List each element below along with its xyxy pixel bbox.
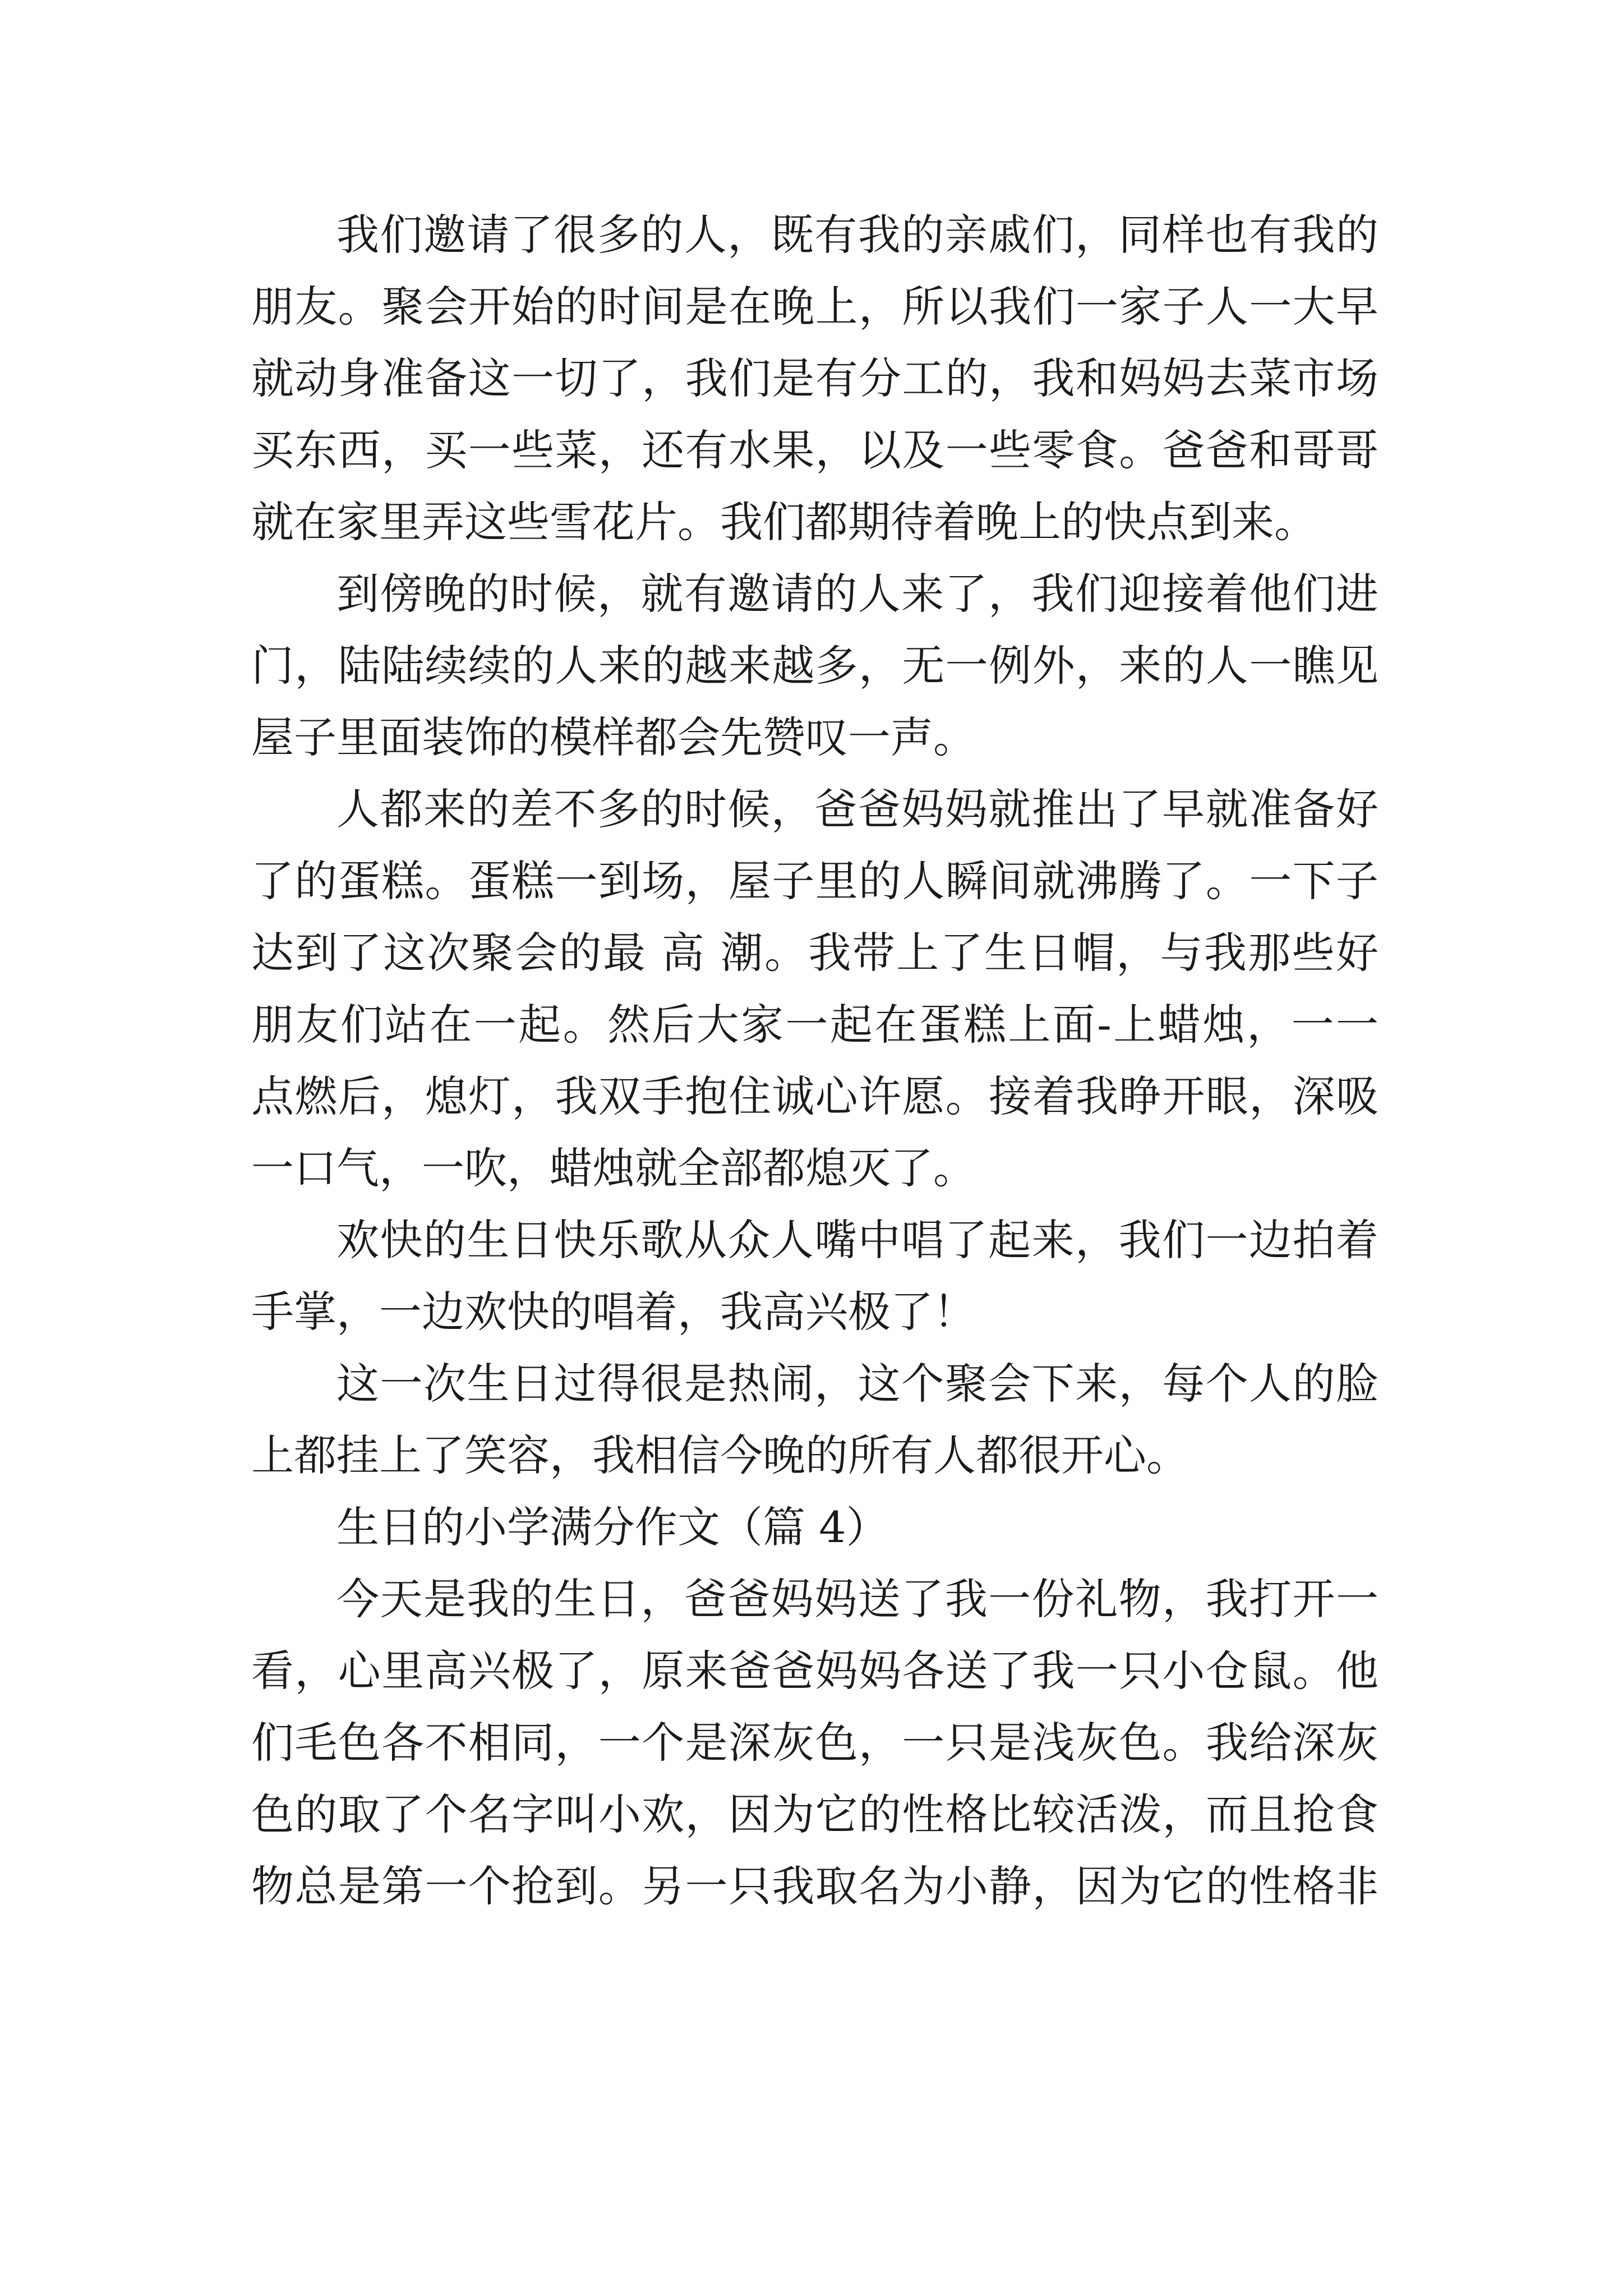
text-line: 了的蛋糕。蛋糕一到场，屋子里的人瞬间就沸腾了。一下子 xyxy=(251,856,1378,906)
text-line: 买东西，买一些菜，还有水果，以及一些零食。爸爸和哥哥 xyxy=(251,425,1378,475)
text-line: 一口气，一吹，蜡烛就全部都熄灭了。 xyxy=(251,1143,976,1193)
text-line: 门，陆陆续续的人来的越来越多，无一例外，来的人一瞧见 xyxy=(251,641,1378,691)
text-line: 朋友们站在一起。然后大家一起在蛋糕上面-上蜡烛，一一 xyxy=(251,1000,1378,1050)
text-line: 这一次生日过得很是热闹，这个聚会下来，每个人的脸 xyxy=(336,1359,1378,1409)
text-line: 物总是第一个抢到。另一只我取名为小静，因为它的性格非 xyxy=(251,1861,1378,1911)
text-line: 达到了这次聚会的最 高 潮。我带上了生日帽，与我那些好 xyxy=(251,928,1378,978)
document-body xyxy=(251,199,1378,1922)
text-line: 人都来的差不多的时候，爸爸妈妈就推出了早就准备好 xyxy=(336,784,1378,834)
text-line: 就在家里弄这些雪花片。我们都期待着晚上的快点到来。 xyxy=(251,497,1317,547)
text-line: 就动身准备这一切了，我们是有分工的，我和妈妈去菜市场 xyxy=(251,353,1378,403)
text-line: 生日的小学满分作文（篇 4） xyxy=(336,1502,889,1552)
text-line: 我们邀请了很多的人，既有我的亲戚们，同样也有我的 xyxy=(336,210,1378,260)
text-line: 们毛色各不相同，一个是深灰色，一只是浅灰色。我给深灰 xyxy=(251,1718,1378,1768)
text-line: 上都挂上了笑容，我相信今晚的所有人都很开心。 xyxy=(251,1430,1189,1480)
text-line: 今天是我的生日，爸爸妈妈送了我一份礼物，我打开一 xyxy=(336,1574,1378,1624)
text-line: 手掌，一边欢快的唱着，我高兴极了！ xyxy=(251,1287,976,1337)
text-line: 欢快的生日快乐歌从众人嘴中唱了起来，我们一边拍着 xyxy=(336,1215,1378,1265)
text-line: 色的取了个名字叫小欢，因为它的性格比较活泼，而且抢食 xyxy=(251,1789,1378,1839)
text-line: 到傍晚的时候，就有邀请的人来了，我们迎接着他们进 xyxy=(336,569,1378,619)
text-line: 点燃后，熄灯，我双手抱住诚心许愿。接着我睁开眼，深吸 xyxy=(251,1071,1378,1121)
text-line: 朋友。聚会开始的时间是在晚上，所以我们一家子人一大早 xyxy=(251,282,1378,332)
text-line: 看，心里高兴极了，原来爸爸妈妈各送了我一只小仓鼠。他 xyxy=(251,1646,1378,1696)
text-line: 屋子里面装饰的模样都会先赞叹一声。 xyxy=(251,712,976,762)
